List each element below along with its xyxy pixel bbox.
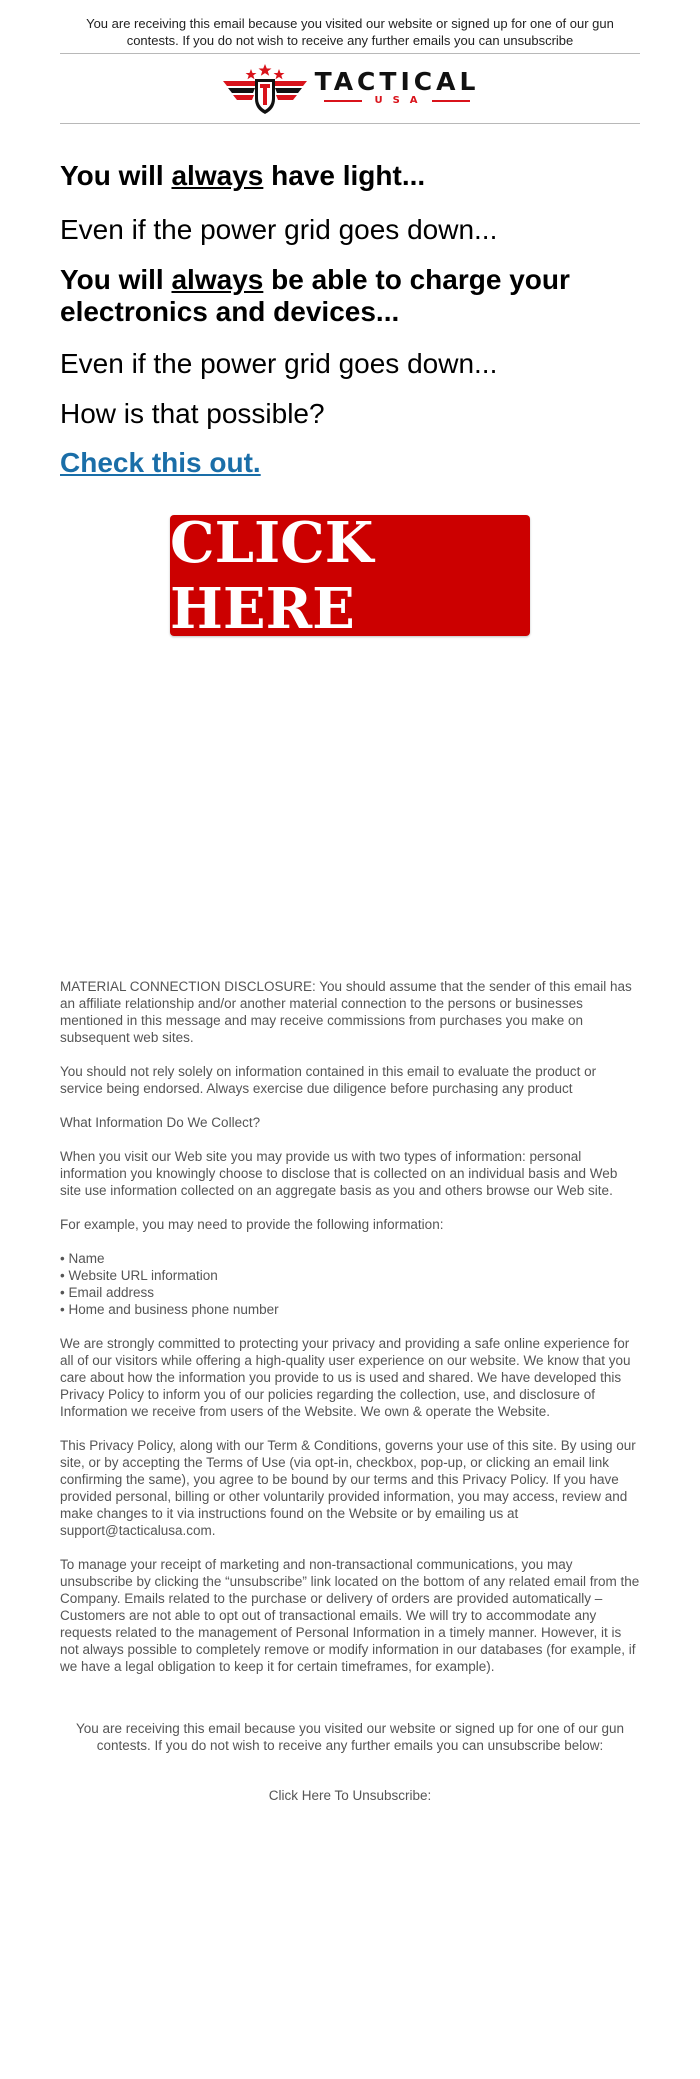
list-item: • Website URL information (60, 1268, 218, 1283)
logo-wordmark (314, 67, 480, 107)
logo-sub-row (315, 95, 480, 107)
list-item: • Name (60, 1251, 105, 1266)
headline-grid-down-1: Even if the power grid goes down... (60, 214, 498, 245)
logo-word-tactical: TACTICAL (314, 67, 480, 96)
disclosure-two-types: When you visit our Web site you may provide us with two types of information: personal information you knowingly choose to disclose that is collected on an individual basis and Web site use information collected on an aggregate basis as you and others browse our Web site. (60, 1149, 618, 1198)
logo-divider (60, 123, 640, 124)
disclosure-info-list (60, 1250, 640, 1318)
click-here-button[interactable]: CLICK HERE (170, 515, 530, 636)
header-logo-row (60, 54, 640, 123)
headline-charge-post: be able to charge your electronics and devices... (60, 264, 570, 327)
logo-right-bar (432, 100, 470, 102)
headline-always-light (60, 160, 425, 192)
headline-always-charge (60, 264, 640, 328)
check-this-out-link[interactable]: Check this out. (60, 447, 261, 478)
unsubscribe-link[interactable]: Click Here To Unsubscribe: (268, 1788, 432, 1803)
headline-light-emphasis: always (171, 160, 264, 191)
tactical-usa-logo[interactable] (221, 63, 480, 115)
headline-light-pre: You will (60, 160, 172, 191)
disclosure-manage-receipt: To manage your receipt of marketing and non-transactional communications, you may unsubscribe by clicking the “unsubscribe” link located on the bottom of any related email from the Company. Emails related to the purchase or delivery of orders are provided automatically – Customers are not able to opt out of transactional emails. We will try to accommodate any requests related to the management of Personal Information in a timely manner. However, it is not always possible to completely remove or modify information in our databases (for example, if we have a legal obligation to keep it for certain timeframes, for example). (60, 1557, 640, 1674)
winged-shield-logo-icon (221, 63, 309, 115)
headline-grid-down-2: Even if the power grid goes down... (60, 348, 498, 379)
list-item: • Home and business phone number (60, 1302, 279, 1317)
disclosure-due-diligence: You should not rely solely on information contained in this email to evaluate the product or service being endorsed. Always exercise due diligence before purchasing any product (60, 1064, 597, 1096)
disclosure-for-example: For example, you may need to provide the following information: (60, 1217, 444, 1232)
headline-charge-pre: You will (60, 264, 172, 295)
top-notice: You are receiving this email because you visited our website or signed up for one of our gun contests. If you do not wish to receive any further emails you can unsubscribe (86, 16, 614, 48)
headline-light-post: have light... (263, 160, 426, 191)
logo-left-bar (324, 100, 362, 102)
disclosure-what-we-collect: What Information Do We Collect? (60, 1115, 261, 1130)
list-item: • Email address (60, 1285, 155, 1300)
headline-question: How is that possible? (60, 398, 325, 429)
headline-charge-emphasis: always (171, 264, 264, 295)
disclosure-commitment: We are strongly committed to protecting your privacy and providing a safe online experience for all of our visitors while offering a high-quality user experience on our website. We know that you care about how the information you provide to us is used and shared. We have developed this Privacy Policy to inform you of our policies regarding the collection, use, and disclosure of Information we receive from users of the Website. We own & operate the Website. (60, 1336, 631, 1419)
disclosure-section (60, 978, 640, 1692)
disclosure-privacy-policy: This Privacy Policy, along with our Term & Conditions, governs your use of this site. By using our site, or by accepting the Terms of Use (via opt-in, checkbox, pop-up, or clicking an email link confirming the same), you agree to be bound by our terms and this Privacy Policy. If you have provided personal, billing or other voluntarily provided information, you may access, review and make changes to it via instructions found on the Website or by emailing us at support@tacticalusa.com. (60, 1438, 636, 1538)
logo-word-usa: USA (374, 95, 428, 106)
bottom-notice: You are receiving this email because you visited our website or signed up for one of our gun contests. If you do not wish to receive any further emails you can unsubscribe below: (75, 1721, 625, 1753)
email-body (60, 0, 640, 1803)
disclosure-material-connection: MATERIAL CONNECTION DISCLOSURE: You should assume that the sender of this email has an affiliate relationship and/or another material connection to the persons or businesses mentioned in this message and may receive commissions from purchases you make on subsequent web sites. (60, 979, 632, 1045)
